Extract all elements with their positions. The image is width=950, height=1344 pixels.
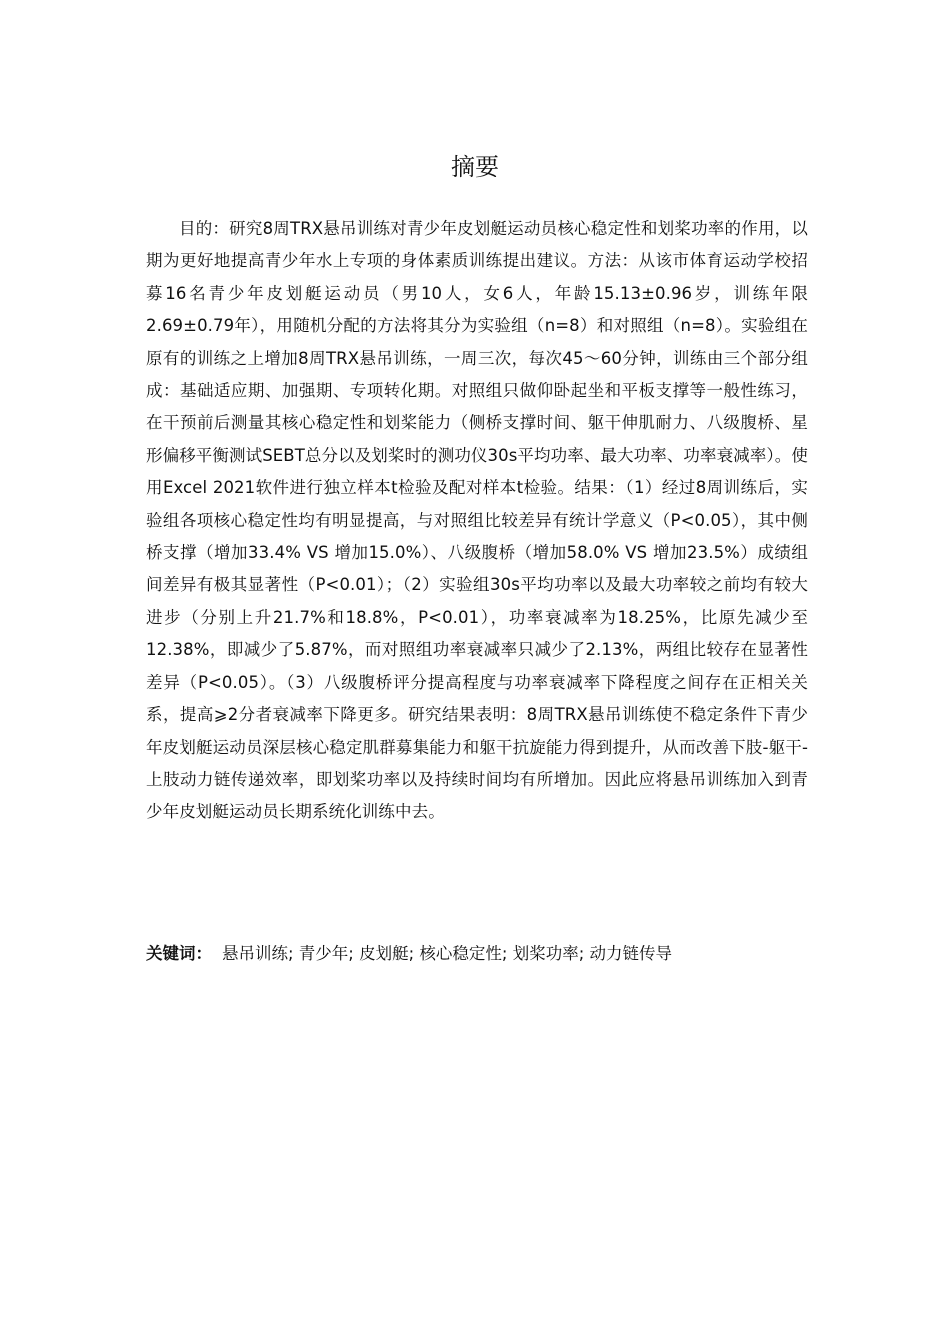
keywords-label: 关键词： [146,944,212,963]
abstract-body: 目的：研究8周TRX悬吊训练对青少年皮划艇运动员核心稳定性和划桨功率的作用，以期为更好地提高青少年水上专项的身体素质训练提出建议。方法：从该市体育运动学校招募16名青少年皮划艇运动员（男10人，女6人，年龄15.13±0.96岁，训练年限2.69±0.79年），用随机分配的方法将其分为实验组（n=8）和对照组（n=8）。实验组在原有的训练之上增加8周TRX悬吊训练，一周三次，每次45～60分钟，训练由三个部分组成：基础适应期、加强期、专项转化期。对照组只做仰卧起坐和平板支撑等一般性练习，在干预前后测量其核心稳定性和划桨能力（侧桥支撑时间、躯干伸肌耐力、八级腹桥、星形偏移平衡测试SEBT总分以及划桨时的测功仪30s平均功率、最大功率、功率衰减率）。使用Excel 2021软件进行独立样本t检验及配对样本t检验。结果：（1）经过8周训练后，实验组各项核心稳定性均有明显提高，与对照组比较差异有统计学意义（P<0.05），其中侧桥支撑（增加33.4% VS 增加15.0%）、八级腹桥（增加58.0% VS 增加23.5%）成绩组间差异有极其显著性（P<0.01）；（2）实验组30s平均功率以及最大功率较之前均有较大进步（分别上升21.7%和18.8%，P<0.01），功率衰减率为18.25%，比原先减少至12.38%，即减少了5.87%，而对照组功率衰减率只减少了2.13%，两组比较存在显著性差异（P<0.05）。（3）八级腹桥评分提高程度与功率衰减率下降程度之间存在正相关关系，提高⩾2分者衰减率下降更多。研究结果表明：8周TRX悬吊训练使不稳定条件下青少年皮划艇运动员深层核心稳定肌群募集能力和躯干抗旋能力得到提升，从而改善下肢-躯干-上肢动力链传递效率，即划桨功率以及持续时间均有所增加。因此应将悬吊训练加入到青少年皮划艇运动员长期系统化训练中去。 [146,219,808,822]
keywords-text: 悬吊训练; 青少年; 皮划艇; 核心稳定性; 划桨功率; 动力链传导 [222,944,673,963]
page-title: 摘要 [451,153,499,181]
keywords-line [146,938,808,970]
